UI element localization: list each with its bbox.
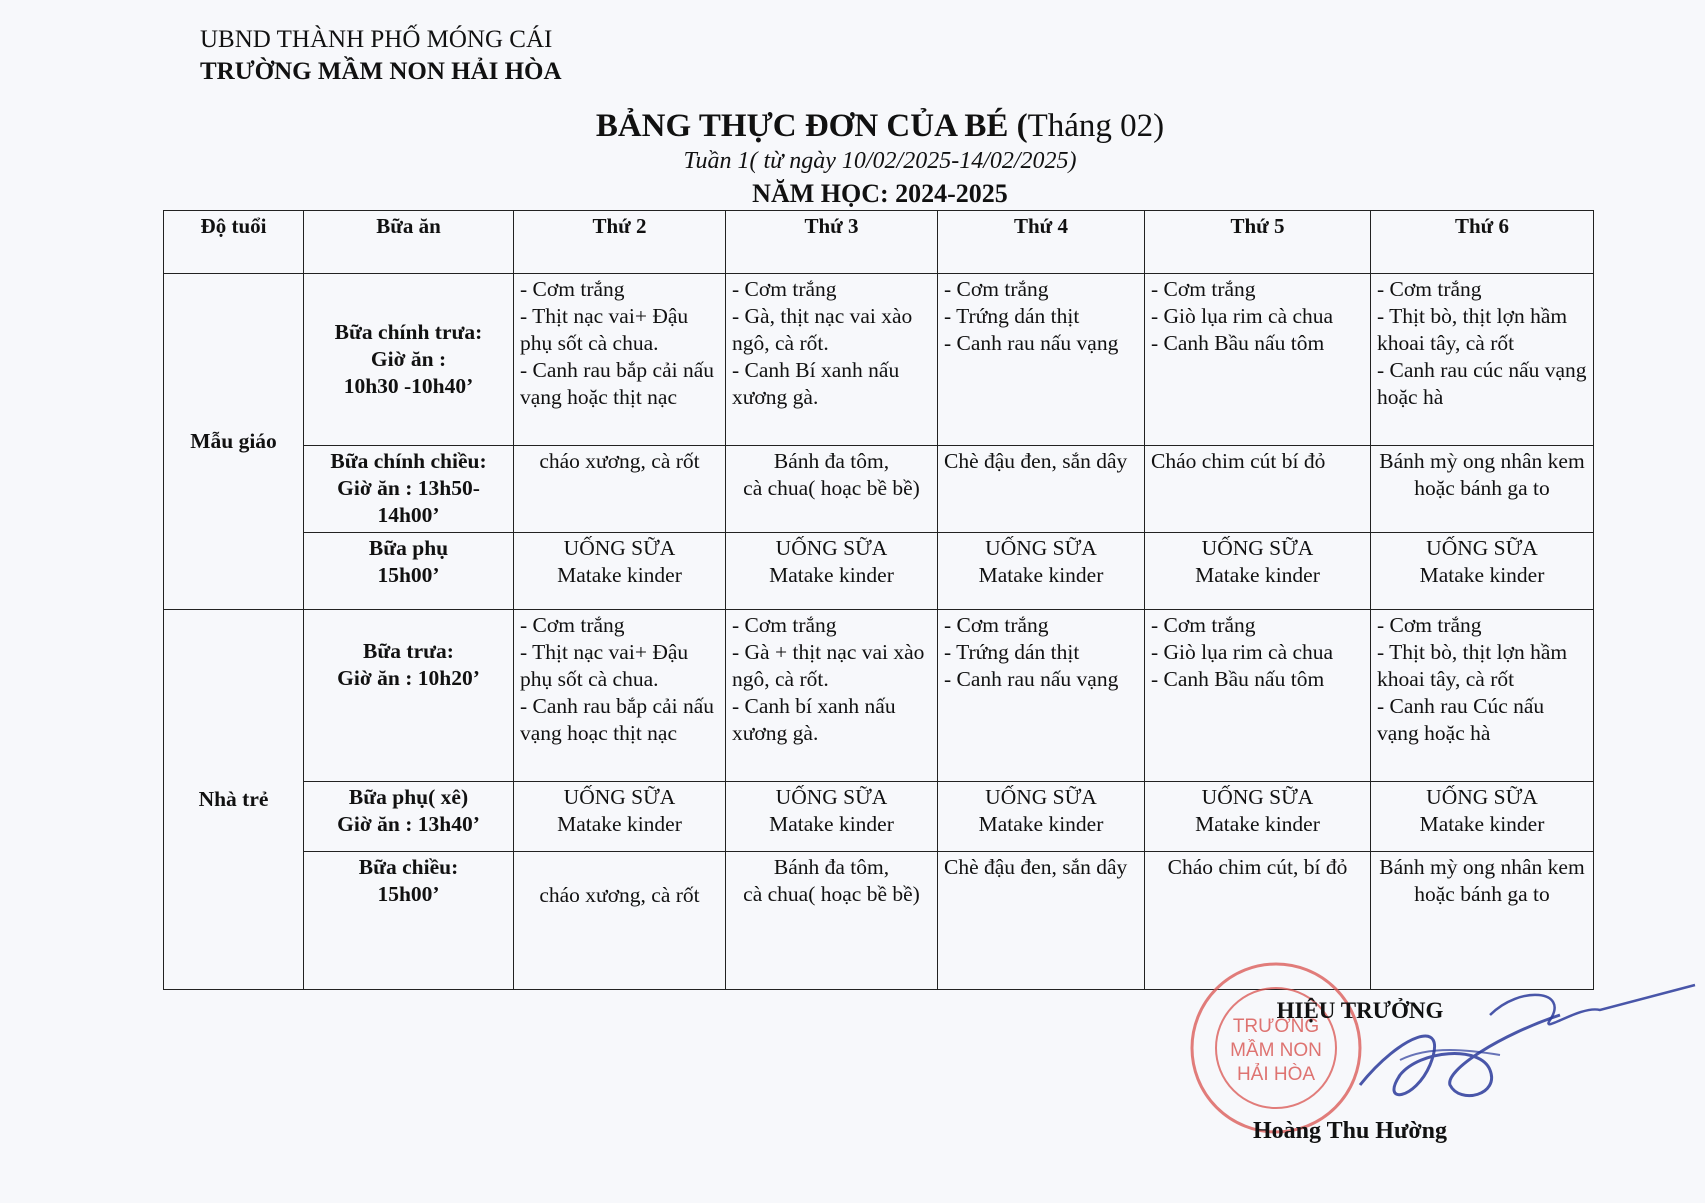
cell-line: UỐNG SỮA (1426, 536, 1538, 560)
cell-line: cà chua( hoạc bề bề) (743, 882, 920, 906)
school-year: NĂM HỌC: 2024-2025 (752, 179, 1008, 208)
cell-line: Bữa chính chiều: (330, 449, 487, 473)
cell-line: - Canh rau bắp cải nấu vạng hoạc thịt nạc (520, 694, 715, 745)
cell-line: - Canh bí xanh nấu xương gà. (732, 694, 896, 745)
dish-cell (726, 610, 938, 782)
meal-cell (304, 610, 514, 782)
cell-line: UỐNG SỮA (1201, 785, 1314, 809)
menu-table (163, 210, 1594, 990)
cell-line: Matake kinder (1195, 563, 1320, 587)
stamp-center-line-2: MẦM NON (1230, 1040, 1322, 1061)
cell-line: - Gà, thịt nạc vai xào ngô, cà rốt. (732, 304, 913, 355)
table-header-row (164, 211, 1594, 274)
title-main: BẢNG THỰC ĐƠN CỦA BÉ ( (595, 108, 1028, 144)
cell-line: Matake kinder (978, 563, 1104, 587)
cell-line: Chè đậu đen, sắn dây (944, 855, 1128, 879)
cell-line: Chè đậu đen, sắn dây (944, 449, 1128, 473)
header-age: Độ tuổi (164, 211, 304, 274)
dish-cell (1371, 274, 1594, 446)
dish-cell (514, 782, 726, 852)
dish-cell (726, 446, 938, 533)
signer-role: HIỆU TRƯỞNG (1276, 998, 1444, 1023)
header-meal: Bữa ăn (304, 211, 514, 274)
cell-line: cháo xương, cà rốt (539, 883, 700, 907)
cell-line: - Cơm trắng (1151, 613, 1256, 637)
dish-cell (514, 446, 726, 533)
org-line-1: UBND THÀNH PHỐ MÓNG CÁI (200, 26, 553, 53)
cell-line: - Cơm trắng (1377, 613, 1482, 637)
dish-cell (514, 852, 726, 990)
cell-line: - Canh rau cúc nấu vạng hoặc hà (1377, 358, 1587, 409)
dish-cell (514, 533, 726, 610)
cell-line: - Cơm trắng (520, 277, 625, 301)
cell-line: - Trứng dán thịt (944, 640, 1080, 664)
dish-cell (1371, 446, 1594, 533)
cell-line: Bánh mỳ ong nhân kem hoặc bánh ga to (1379, 449, 1585, 500)
cell-line: - Thịt bò, thịt lợn hầm khoai tây, cà rốt (1377, 640, 1568, 691)
signer-name: Hoàng Thu Hường (1253, 1118, 1447, 1144)
dish-cell (938, 446, 1145, 533)
cell-line: Giờ ăn : 10h20’ (337, 666, 480, 690)
dish-cell (1371, 533, 1594, 610)
table-row (164, 852, 1594, 990)
cell-line: - Canh rau nấu vạng (944, 667, 1119, 691)
table-row (164, 610, 1594, 782)
dish-cell (1371, 782, 1594, 852)
cell-line: cà chua( hoạc bề bề) (743, 476, 920, 500)
cell-line: 10h30 -10h40’ (343, 374, 474, 398)
dish-cell (1145, 446, 1371, 533)
cell-line: - Canh Bầu nấu tôm (1151, 331, 1325, 355)
age-group-nursery: Nhà trẻ (164, 610, 304, 990)
cell-line: - Gà + thịt nạc vai xào ngô, cà rốt. (732, 640, 925, 691)
dish-cell (938, 610, 1145, 782)
cell-line: UỐNG SỮA (775, 536, 888, 560)
cell-line: - Cơm trắng (1377, 277, 1482, 301)
cell-line: - Cơm trắng (732, 613, 837, 637)
cell-line: - Cơm trắng (944, 277, 1049, 301)
cell-line: Bánh đa tôm, (773, 855, 890, 879)
table-row (164, 446, 1594, 533)
meal-cell (304, 446, 514, 533)
meal-cell (304, 533, 514, 610)
dish-cell (1145, 533, 1371, 610)
dish-cell (726, 782, 938, 852)
cell-line: Bữa phụ( xê) (348, 785, 469, 809)
cell-line: Cháo chim cút, bí đỏ (1167, 855, 1348, 879)
dish-cell (514, 274, 726, 446)
header-tue: Thứ 3 (726, 211, 938, 274)
cell-line: Matake kinder (1419, 563, 1545, 587)
cell-line: UỐNG SỮA (563, 785, 676, 809)
dish-cell (1371, 852, 1594, 990)
cell-line: - Cơm trắng (520, 613, 625, 637)
org-line-2: TRƯỜNG MẦM NON HẢI HÒA (200, 58, 562, 85)
cell-line: - Thịt bò, thịt lợn hầm khoai tây, cà rốt (1377, 304, 1568, 355)
dish-cell (1371, 610, 1594, 782)
cell-line: UỐNG SỮA (985, 785, 1097, 809)
cell-line: Bữa trưa: (363, 639, 454, 663)
cell-line: Giờ ăn : 13h40’ (337, 812, 480, 836)
header-mon: Thứ 2 (514, 211, 726, 274)
header-fri: Thứ 6 (1371, 211, 1594, 274)
cell-line: - Giò lụa rim cà chua (1151, 304, 1334, 328)
meal-cell (304, 274, 514, 446)
cell-line: UỐNG SỮA (1426, 785, 1538, 809)
cell-line: - Thịt nạc vai+ Đậu phụ sốt cà chua. (520, 640, 689, 691)
dish-cell (1145, 610, 1371, 782)
cell-line: Bữa phụ (368, 536, 449, 560)
table-row (164, 274, 1594, 446)
cell-line: UỐNG SỮA (1201, 536, 1314, 560)
page-title (0, 108, 1705, 145)
age-group-kindergarten: Mẫu giáo (164, 274, 304, 610)
cell-line: Matake kinder (557, 812, 682, 836)
title-month: Tháng 02) (1027, 108, 1165, 144)
dish-cell (726, 852, 938, 990)
dish-cell (1145, 274, 1371, 446)
cell-line: UỐNG SỮA (775, 785, 888, 809)
cell-line: UỐNG SỮA (563, 536, 676, 560)
dish-cell (938, 274, 1145, 446)
cell-line: Bánh mỳ ong nhân kem hoặc bánh ga to (1379, 855, 1585, 906)
cell-line: Matake kinder (1195, 812, 1320, 836)
dish-cell (938, 782, 1145, 852)
cell-line: Giờ ăn : (370, 347, 447, 371)
stamp-center-line-3: HẢI HÒA (1236, 1064, 1316, 1085)
dish-cell (726, 274, 938, 446)
cell-line: Matake kinder (769, 812, 894, 836)
cell-line: Bữa chính trưa: (334, 320, 483, 344)
cell-line: - Cơm trắng (732, 277, 837, 301)
dish-cell (1145, 782, 1371, 852)
week-subtitle: Tuần 1( từ ngày 10/02/2025-14/02/2025) (683, 148, 1077, 174)
cell-line: - Giò lụa rim cà chua (1151, 640, 1334, 664)
dish-cell (726, 533, 938, 610)
cell-line: 15h00’ (377, 882, 440, 906)
cell-line: - Canh Bầu nấu tôm (1151, 667, 1325, 691)
cell-line: Bánh đa tôm, (773, 449, 890, 473)
cell-line: - Thịt nạc vai+ Đậu phụ sốt cà chua. (520, 304, 689, 355)
cell-line: - Canh rau Cúc nấu vạng hoặc hà (1377, 694, 1545, 745)
dish-cell (514, 610, 726, 782)
cell-line: - Trứng dán thịt (944, 304, 1080, 328)
cell-line: 15h00’ (377, 563, 440, 587)
cell-line: - Canh rau nấu vạng (944, 331, 1119, 355)
cell-line: Cháo chim cút bí đỏ (1151, 449, 1326, 473)
cell-line: - Cơm trắng (1151, 277, 1256, 301)
dish-cell (938, 852, 1145, 990)
cell-line: - Canh rau bắp cải nấu vạng hoặc thịt nạc (520, 358, 715, 409)
cell-line: UỐNG SỮA (985, 536, 1097, 560)
meal-cell (304, 852, 514, 990)
cell-line: cháo xương, cà rốt (539, 449, 700, 473)
table-row (164, 782, 1594, 852)
meal-cell (304, 782, 514, 852)
cell-line: - Cơm trắng (944, 613, 1049, 637)
cell-line: Matake kinder (978, 812, 1104, 836)
cell-line: Giờ ăn : 13h50-14h00’ (337, 476, 480, 527)
cell-line: Matake kinder (557, 563, 682, 587)
cell-line: - Canh Bí xanh nấu xương gà. (732, 358, 900, 409)
cell-line: Bữa chiều: (358, 855, 459, 879)
header-wed: Thứ 4 (938, 211, 1145, 274)
header-thu: Thứ 5 (1145, 211, 1371, 274)
table-row (164, 533, 1594, 610)
cell-line: Matake kinder (1419, 812, 1545, 836)
dish-cell (938, 533, 1145, 610)
organization-block (200, 24, 562, 88)
school-stamp (1186, 958, 1366, 1138)
stamp-center-line-1: TRƯỜNG (1232, 1016, 1320, 1037)
cell-line: Matake kinder (769, 563, 894, 587)
